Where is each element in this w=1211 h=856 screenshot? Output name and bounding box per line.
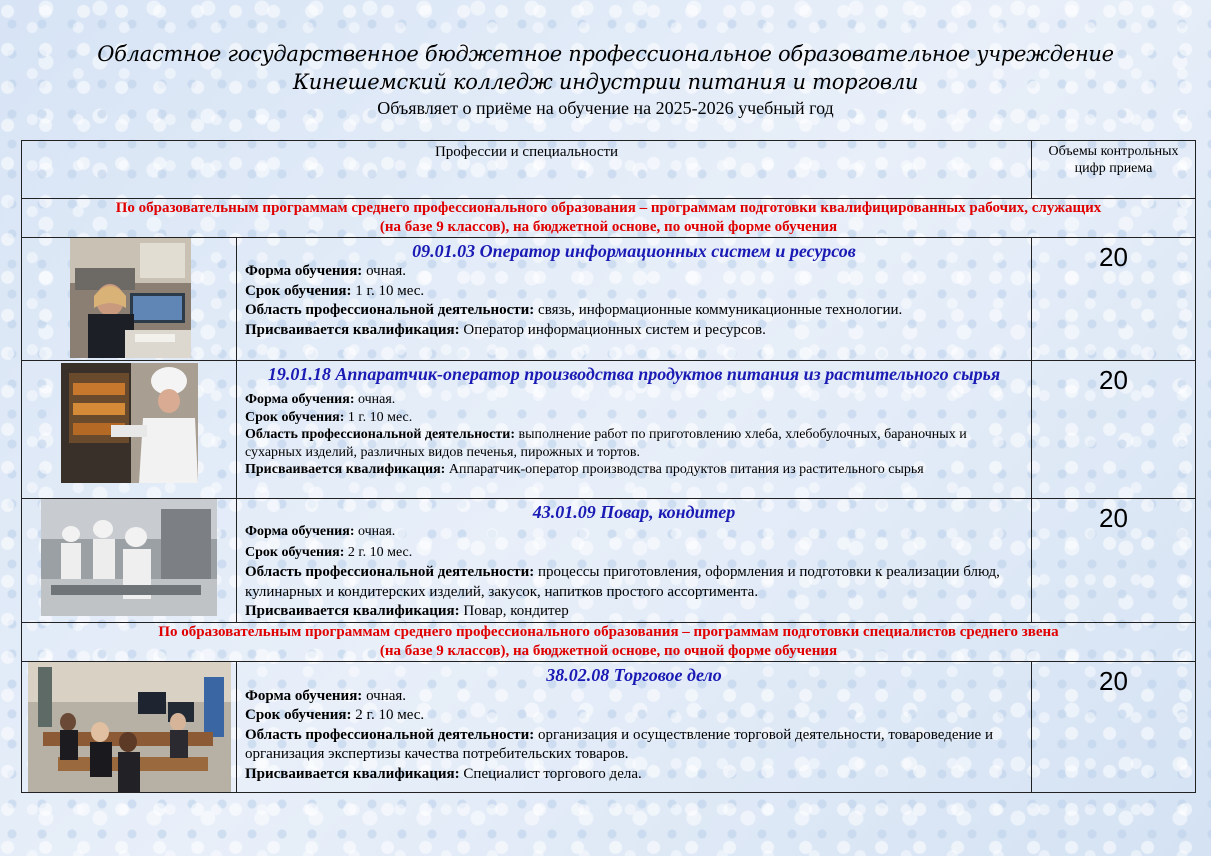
table-header-row (22, 141, 1196, 199)
section-1-line1: По образовательным программам среднего профессионального образования – программам подготовки квалифицированных рабочих, служащих (115, 200, 1102, 216)
label-form: Форма обучения: (245, 524, 355, 539)
announcement: Объявляет о приёме на обучение на 2025-2026 учебный год (377, 98, 834, 118)
label-qual: Присваивается квалификация: (245, 462, 446, 477)
admission-table (21, 140, 1196, 793)
quota-value: 20 (1032, 361, 1196, 499)
value-qual: Оператор информационных систем и ресурсов. (459, 321, 766, 338)
value-term: 1 г. 10 мес. (344, 409, 413, 425)
section-2-line2: (на базе 9 классов), на бюджетной основе, по очной форме обучения (379, 642, 838, 659)
photo-cell (22, 661, 237, 792)
program-title: 43.01.09 Повар, кондитер (532, 502, 736, 522)
quota-value: 20 (1032, 499, 1196, 623)
program-title: 38.02.08 Торговое дело (546, 664, 722, 685)
section-row-1 (22, 199, 1196, 238)
value-term: 2 г. 10 мес. (351, 707, 425, 723)
value-area: организация и осуществление торговой деятельности, товароведение и организация экспертизы качества потребительских товаров. (245, 726, 993, 762)
value-form: очная. (354, 392, 396, 407)
label-form: Форма обучения: (245, 687, 363, 704)
label-qual: Присваивается квалификация: (245, 603, 460, 619)
col-volume: Объемы контрольных цифр приема (1032, 141, 1196, 199)
label-area: Область профессиональной деятельности: (245, 726, 535, 743)
program-info (237, 661, 1032, 792)
value-qual: Аппаратчик-оператор производства продуктов питания из растительного сырья (445, 462, 924, 477)
value-form: очная. (362, 687, 407, 704)
operator-photo (70, 238, 191, 358)
section-row-2 (22, 622, 1196, 661)
section-2-line1: По образовательным программам среднего профессионального образования – программам подготовки специалистов среднего звена (158, 623, 1059, 640)
photo-cell (22, 361, 237, 499)
section-heading-2 (22, 622, 1196, 661)
value-form: очная. (354, 524, 396, 539)
table-row (22, 499, 1196, 623)
baker-photo (61, 363, 198, 483)
program-info (237, 238, 1032, 361)
quota-value: 20 (1032, 238, 1196, 361)
section-heading-1 (22, 199, 1196, 238)
value-area: связь, информационные коммуникационные технологии. (534, 302, 903, 318)
value-area: процессы приготовления, оформления и подготовки к реализации блюд, кулинарных и кондитерских изделий, закусок, напитков простого ассортимента. (245, 564, 1000, 600)
program-info (237, 499, 1032, 623)
program-title: 09.01.03 Оператор информационных систем и ресурсов (412, 241, 856, 261)
value-area: выполнение работ по приготовлению хлеба, хлебобулочных, бараночных и сухарных изделий, различных видов печенья, пирожных и тортов. (245, 427, 967, 460)
label-area: Область профессиональной деятельности: (245, 564, 535, 580)
program-info (237, 361, 1032, 499)
page-header (0, 40, 1211, 120)
table-row (22, 661, 1196, 792)
trade-photo (28, 662, 231, 792)
label-term: Срок обучения: (245, 544, 345, 560)
program-title: 19.01.18 Аппаратчик-оператор производства продуктов питания из растительного сырья (267, 364, 1001, 384)
section-1-line2: (на базе 9 классов), на бюджетной основе, по очной форме обучения (379, 219, 838, 235)
label-qual: Присваивается квалификация: (245, 321, 460, 338)
label-area: Область профессиональной деятельности: (245, 427, 515, 442)
value-term: 1 г. 10 мес. (351, 282, 425, 299)
value-form: очная. (362, 263, 407, 279)
value-term: 2 г. 10 мес. (344, 544, 413, 560)
label-qual: Присваивается квалификация: (245, 765, 460, 782)
label-form: Форма обучения: (245, 392, 355, 407)
value-qual: Повар, кондитер (459, 603, 569, 619)
photo-cell (22, 238, 237, 361)
photo-cell (22, 499, 237, 623)
table-row (22, 361, 1196, 499)
institution-name: Областное государственное бюджетное профессиональное образовательное учреждение (97, 42, 1114, 66)
label-term: Срок обучения: (245, 707, 352, 723)
label-area: Область профессиональной деятельности: (245, 302, 535, 318)
label-term: Срок обучения: (245, 409, 345, 425)
college-name: Кинешемский колледж индустрии питания и торговли (292, 70, 919, 94)
label-term: Срок обучения: (245, 282, 352, 299)
value-qual: Специалист торгового дела. (459, 765, 642, 782)
col-professions: Профессии и специальности (22, 141, 1032, 199)
label-form: Форма обучения: (245, 263, 363, 279)
table-row (22, 238, 1196, 361)
cook-photo (41, 499, 217, 616)
quota-value: 20 (1032, 661, 1196, 792)
